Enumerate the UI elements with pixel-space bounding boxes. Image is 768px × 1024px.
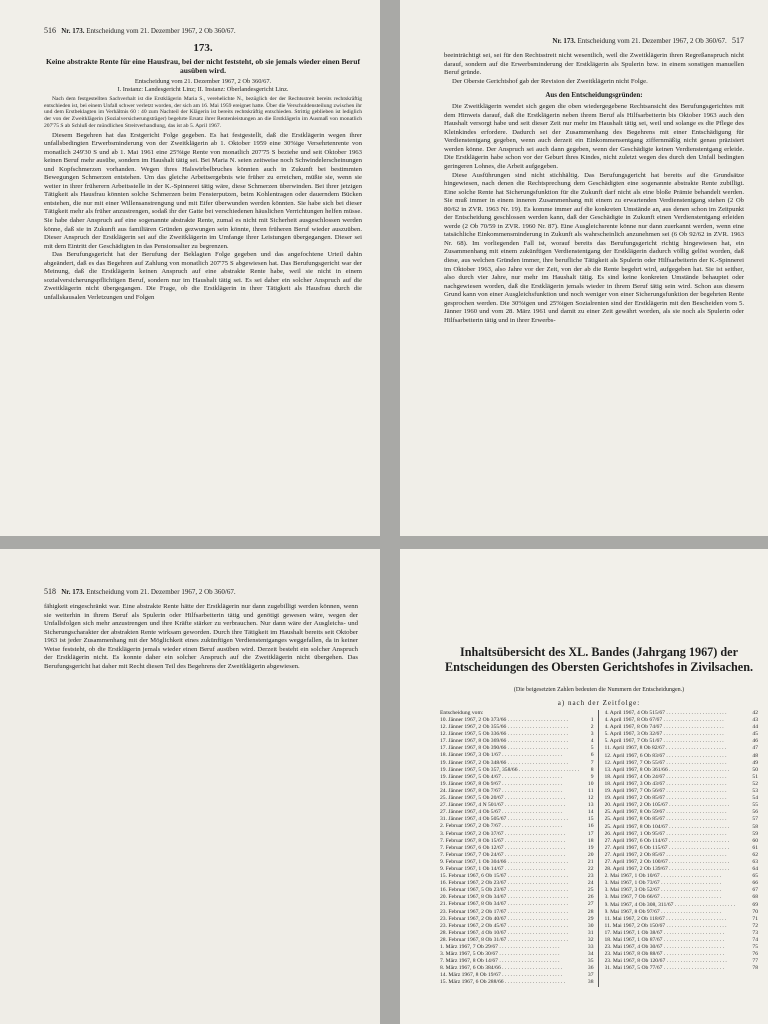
index-entry [440, 916, 594, 923]
header-nr: Nr. 173. [61, 27, 85, 35]
index-entry-number: 13 [587, 802, 594, 809]
index-entry [605, 944, 759, 951]
index-entry-number: 63 [752, 858, 758, 865]
index-entry [605, 724, 759, 731]
index-entry [605, 965, 759, 972]
index-entry-number: 32 [587, 936, 594, 943]
index-entry [440, 724, 594, 731]
index-entry-date: 25. April 1967, 8 Ob 85/67 . . . [605, 816, 745, 823]
index-entry-number: 23 [587, 873, 594, 880]
index-entry-number: 37 [587, 972, 594, 979]
index-entry-number: 54 [752, 795, 758, 802]
index-entry-date: 9. Mai 1967, 8 Ob 97/67 . . . [605, 909, 745, 916]
index-entry [605, 760, 759, 767]
index-entry-number: 42 [752, 710, 758, 716]
index-entry [440, 887, 594, 894]
index-entry-date: 1. März 1967, 7 Ob 29/67 . . . [440, 944, 580, 951]
index-entry-number: 1 [590, 717, 594, 723]
index-entry-number: 9 [590, 773, 594, 780]
index-entry-date: 19. Jänner 1967, 5 Ob 357, 358/66 . . . [440, 767, 580, 774]
index-entry-date: 11. Mai 1967, 2 Ob 118/67 . . . [605, 916, 745, 923]
index-entry-date: 23. Mai 1967, 4 Ob 30/67 . . . [605, 944, 745, 951]
index-entry [605, 880, 759, 887]
index-entry-date: 11. Mai 1967, 2 Ob 150/67 . . . [605, 923, 745, 930]
body-paragraph: Der Oberste Gerichtshof gab der Revision der Zweitklägerin nicht Folge. [452, 77, 648, 85]
index-entry-date: 18. Jänner 1967, 3 Ob 1/67 . . . [440, 752, 580, 759]
index-entry-number: 24 [587, 880, 594, 887]
index-entry [605, 816, 759, 823]
header-nr: Nr. 173. [552, 37, 576, 45]
index-columns [440, 710, 758, 987]
index-entry-number: 6 [590, 752, 594, 759]
index-entry-number: 65 [752, 873, 758, 880]
index-entry-date: 31. Jänner 1967, 4 Ob 505/67 . . . [440, 816, 580, 823]
index-entry [605, 781, 759, 788]
index-entry-number: 21 [587, 858, 594, 865]
index-entry-date: 4. April 1967, 4 Ob 515/67 . . . [605, 710, 745, 717]
index-entry [440, 873, 594, 880]
index-entry-date: 2. Mai 1967, 1 Ob 10/67 . . . [605, 873, 745, 880]
index-entry [440, 944, 594, 951]
decision-title: Keine abstrakte Rente für eine Hausfrau, bei der nicht feststeht, ob sie jemals wieder einen Beruf ausüben wird. [45, 57, 361, 75]
index-entry [605, 852, 759, 859]
index-entry-number: 72 [752, 922, 758, 929]
index-entry-date: 9. Mai 1967, 4 Ob 308, 311/67 . . . [605, 902, 745, 909]
index-entry-date: 28. April 1967, 2 Ob 139/67 . . . [605, 866, 745, 873]
index-entry [605, 809, 759, 816]
index-entry-date: 20. April 1967, 2 Ob 105/67 . . . [605, 802, 745, 809]
index-entry [440, 823, 594, 830]
index-entry [605, 767, 759, 774]
index-entry-number: 11 [588, 787, 594, 794]
index-column-left [440, 710, 599, 987]
index-entry-date: 26. April 1967, 1 Ob 95/67 . . . [605, 831, 745, 838]
page-518 [0, 549, 380, 1024]
index-entry [605, 916, 759, 923]
index-entry-number: 76 [752, 951, 758, 958]
index-entry-number: 56 [752, 809, 758, 816]
index-entry-number: 68 [752, 894, 758, 901]
index-entry-number: 38 [587, 979, 594, 986]
facts-summary: Nach dem festgestellten Sachverhalt ist die Erstklägerin Maria S., verehelichte N., bezüglich der der Rechtsstreit bereits rechtskräftig entschieden ist, bei einem Unfall schwer verletzt worden, der sich am 16. Mai 1959 ereignet hatte. Über die Verschuldensteilung zwischen ihr und dem Erstbeklagten im Verhältnis 60 : 40 zum Nachteil der Klägerin ist bereits rechtskräftig entschieden. Strittig geblieben ist lediglich der von der Zweitklägerin (Sozialversicherungsträger) begehrte Ersatz ihrer Rentenleistungen an die Erstklägerin im Ausmaß von monatlich 207'75 S ab Schluß der mündlichen Streitverhandlung, das ist ab 5. April 1967. [44, 96, 362, 129]
index-entry-date: 2. Februar 1967, 2 Ob 7/67 . . . [440, 823, 580, 830]
index-entry-date: 3. März 1967, 5 Ob 30/67 . . . [440, 951, 580, 958]
index-entry [605, 873, 759, 880]
header-text: Entscheidung vom 21. Dezember 1967, 2 Ob 360/67. [577, 37, 727, 45]
index-entry-date: 17. Jänner 1967, 8 Ob 369/66 . . . [440, 738, 580, 745]
index-entry-date: 17. Mai 1967, 1 Ob 38/67 . . . [605, 930, 745, 937]
page-number: 517 [732, 36, 744, 45]
index-entry [440, 972, 594, 979]
index-entry-number: 78 [752, 965, 758, 972]
index-entry [605, 795, 759, 802]
index-entry-date: 31. Mai 1967, 5 Ob 77/67 . . . [605, 965, 745, 972]
index-entry-date: 13. April 1967, 8 Ob 361/66 . . . [605, 767, 745, 774]
index-entry [605, 710, 759, 717]
index-entry-number: 59 [752, 830, 758, 837]
index-entry-number: 17 [587, 830, 594, 837]
index-entry [440, 901, 594, 908]
index-entry-number: 58 [752, 823, 758, 830]
index-entry-date: 25. Jänner 1967, 5 Ob 20/67 . . . [440, 795, 580, 802]
index-entry-date: 27. April 1967, 6 Ob 115/67 . . . [605, 845, 745, 852]
index-entry-number: 29 [587, 915, 594, 922]
index-entry-date: 19. April 1967, 2 Ob 85/67 . . . [605, 795, 745, 802]
index-entry-date: 3. Mai 1967, 3 Ob 52/67 . . . [605, 887, 745, 894]
index-entry [440, 802, 594, 809]
section-heading: Aus den Entscheidungsgründen: [545, 91, 643, 100]
index-entry-date: 25. April 1967, 8 Ob 59/67 . . . [605, 809, 745, 816]
index-entry [440, 880, 594, 887]
index-entry [440, 937, 594, 944]
index-entry-date: 7. Februar 1967, 7 Ob 24/67 . . . [440, 852, 580, 859]
index-entry-date: 23. Februar 1967, 2 Ob 45/67 . . . [440, 923, 580, 930]
index-entry-number: 19 [587, 844, 594, 851]
index-entry-number: 18 [587, 837, 594, 844]
index-entry [605, 866, 759, 873]
index-entry-number: 2 [590, 724, 594, 731]
index-entry [605, 930, 759, 937]
index-entry-number: 16 [587, 823, 594, 830]
index-entry-number: 71 [752, 915, 758, 922]
index-entry [605, 824, 759, 831]
index-entry-date: 3. Februar 1967, 2 Ob 37/67 . . . [440, 831, 580, 838]
index-entry-date: 7. März 1967, 8 Ob 14/67 . . . [440, 958, 580, 965]
header-text: Entscheidung vom 21. Dezember 1967, 2 Ob 360/67. [86, 588, 236, 596]
index-entry [440, 816, 594, 823]
index-entry [440, 866, 594, 873]
index-entry-number: 5 [590, 745, 594, 752]
index-column-right [605, 710, 759, 987]
header-nr: Nr. 173. [61, 588, 85, 596]
page-header [44, 26, 362, 36]
index-entry [440, 717, 594, 724]
index-entry [440, 923, 594, 930]
index-entry-date: 27. Jänner 1967, 4 N 501/67 . . . [440, 802, 580, 809]
index-entry-number: 74 [752, 937, 758, 943]
index-entry [605, 838, 759, 845]
index-entry-date: 23. Mai 1967, 8 Ob 88/67 . . . [605, 951, 745, 958]
header-text: Entscheidung vom 21. Dezember 1967, 2 Ob 360/67. [86, 27, 236, 35]
index-entry [440, 752, 594, 759]
index-entry-number: 70 [752, 908, 758, 915]
index-entry [440, 774, 594, 781]
index-entry-date: 23. Februar 1967, 2 Ob 17/67 . . . [440, 909, 580, 916]
index-entry-date: 12. April 1967, 6 Ob 83/67 . . . [605, 753, 745, 760]
index-entry-date: 21. Februar 1967, 8 Ob 34/67 . . . [440, 901, 580, 908]
index-entry-date: 27. April 1967, 6 Ob 114/67 . . . [605, 838, 745, 845]
index-entry [605, 745, 759, 752]
index-entry-number: 15 [587, 816, 594, 823]
index-entry-number: 47 [752, 745, 758, 752]
index-entry [440, 809, 594, 816]
index-entry [605, 738, 759, 745]
index-entry-number: 34 [587, 951, 594, 958]
index-entry-number: 14 [587, 809, 594, 816]
index-entry-number: 36 [587, 965, 594, 972]
index-note: (Die beigesetzten Zahlen bedeuten die Nummern der Entscheidungen.) [513, 687, 685, 693]
index-entry-number: 52 [752, 780, 758, 787]
index-entry [440, 838, 594, 845]
body-paragraph: beeinträchtigt sei, sei für den Rechtsstreit nicht wesentlich, weil die Zweitklägerin ihren Regreßanspruch nicht darauf, sondern auf die Erwerbsminderung der Erstklägerin als Spulerin bzw. in einem sonstigen manuellen Beruf gründe. [444, 52, 744, 77]
index-entry [605, 951, 759, 958]
index-entry [605, 902, 759, 909]
index-entry-date: 18. April 1967, 4 Ob 24/67 . . . [605, 774, 745, 781]
body-paragraph: Diese Ausführungen sind nicht stichhältig. Das Berufungsgericht hat bereits auf die Grundsätze hingewiesen, nach denen die Rechtsprechung dem Geschädigten eine sogenannte abstrakte Rente zubilligt. Eine solche Rente hat Sicherungsfunktion für die Zukunft darf nicht als eine bloße Prämie behandelt werden. Sie muß immer in einem inneren Zusammenhang mit einem zu erwartenden Verdienstentgang stehen (2 Ob 80/62 in ZVR. 1963 Nr. 19). Es komme immer auf die konkreten Umstände an, aus denen schon im Zeitpunkt der Entscheidung geschlossen werden kann, daß der Geschädigte in Zukunft einen Verdienstentgang erleiden werde (2 Ob 70/59 in ZVR. 1960 Nr. 87). Eine Ausgleichsrente könne nur dann zuerkannt werden, wenn eine tatsächliche Einkommensminderung in Zukunft als wahrscheinlich anzunehmen sei (6 Ob 92/62 in ZVR. 1963 Nr. 68). Im vorliegenden Fall ist, worauf bereits das Berufungsgericht richtig hingewiesen hat, ein Zusammenhang mit einem zukünftigen Verdienstentgang der Erstklägerin dadurch völlig gelöst worden, daß diese, aus welchen Gründen immer, ihre berufliche Tätigkeit als Spulerin oder Hilfsarbeiterin der K.-Spinnerei im Oktober 1963, also Jahre vor der Zeit, von der ab die Rente begehrt wird, aufgegeben hat. Sie ist seither, also durch vier Jahre, nur mehr im Haushalt tätig. Es sind keine konkreten Umstände behauptet oder nachgewiesen worden, daß die Erstklägerin jemals wieder in ihrem Beruf tätig sein wird. Schon aus diesem Grund kann von einer Ausgleichsfunktion und noch weniger von einer Sicherungsfunktion der begehrten Rente gesprochen werden. Die 30%igen und 25%igen Sozialrenten sind der Erstklägerin mit den Bescheiden vom 5. Jänner 1960 und vom 28. März 1961 und damit zu einer Zeit gewährt worden, als sie noch als Spulerin oder Hilfsarbeiterin tätig und in ihrer Erwerbs- [444, 171, 744, 324]
index-entry-number: 64 [752, 866, 758, 873]
page-517 [400, 0, 768, 536]
decision-date: Entscheidung vom 21. Dezember 1967, 2 Ob 360/67. [134, 78, 272, 85]
index-entry-date: 15. März 1967, 6 Ob 288/66 . . . [440, 979, 580, 986]
index-entry-date: 17. Jänner 1967, 8 Ob 390/66 . . . [440, 745, 580, 752]
index-entry-number: 61 [752, 844, 758, 851]
index-entry-date: 12. Jänner 1967, 5 Ob 336/66 . . . [440, 731, 580, 738]
index-entry [440, 859, 594, 866]
index-entry-date: 4. April 1967, 8 Ob 67/67 . . . [605, 717, 745, 724]
index-entry [440, 767, 594, 774]
body-paragraph: Diesem Begehren hat das Erstgericht Folge gegeben. Es hat festgestellt, daß die Erstklägerin wegen ihrer unfallsbedingten Erwerbsminderung von der Zweitklägerin ab 1. Oktober 1959 eine 30%ige Versehrtenrente von monatlich 249'30 S und ab 1. Mai 1961 eine 25%ige Rente von monatlich 207'75 S beziehe und seit Oktober 1963 keinen Beruf mehr ausübe, sondern im Haushalt tätig sei. Bei Maria N. seien zeitweise noch Schwindelerscheinungen und Kopfschmerzen vorhanden. Wegen ihres Halswirbelbruches könnten auch in Zukunft bei bestimmten Bewegungen Schmerzen entstehen. Um das gleiche Arbeitsergebnis wie früher zu erreichen, müßte sie, wenn sie weiter in ihrer früherern Arbeitsstelle in der K.-Spinnerei tätig wäre, diese Schmerzen überwinden. Bei ihrer jetzigen Tätigkeit als Hausfrau könnten solche Schmerzen beim Fensterputzen, beim Kohlentragen oder dauerndem Bücken entstehen, die nur mit einer Willensanstrengung und mit Eifer überwunden werden könnten. Sie habe sich bei dieser Tätigkeit mehr als früher anzustrengen, sodaß ihr der Gatte bei verschiedenen häuslichen Verrichtungen helfen müsse. Sie habe daher Anspruch auf eine sogenannte abstrakte Rente, zumal es nicht mit Sicherheit ausgeschlossen werden könne, daß sie in Zukunft aus familiären Gründen gezwungen sein könnte, ihren früheren Beruf wieder auszuüben. Dieser Anspruch der Erstklägerin sei auf die Zweitklägerin im Umfange ihrer Leistungen übergegangen. Dieser sei mit dem Eintritt der Geschädigten in das Pensionsalter zu begrenzen. [44, 131, 362, 250]
index-entry [440, 909, 594, 916]
index-entry-number: 3 [590, 731, 594, 738]
index-entry [605, 958, 759, 965]
index-entry-date: 27. Jänner 1967, 4 Ob 5/67 . . . [440, 809, 580, 816]
index-entry-date: 15. Februar 1967, 6 Ob 15/67 . . . [440, 873, 580, 880]
index-entry-date: 5. April 1967, 3 Ob 32/67 . . . [605, 731, 745, 738]
index-entry-date: 27. April 1967, 2 Ob 100/67 . . . [605, 859, 745, 866]
index-column-header: Entscheidung vom: [440, 710, 484, 716]
index-entry-number: 30 [587, 922, 594, 929]
body-paragraph: Das Berufungsgericht hat der Berufung der Beklagten Folge gegeben und das angefochtene Urteil dahin abgeändert, daß es das Begehren auf Zahlung von monatlich 207'75 S abgewiesen hat. Das Berufungsgericht war der Meinung, daß die Erstklägerin keinen Anspruch auf eine abstrakte Rente habe, weil sie nicht in einem sozialversicherungspflichtigen Beruf, sondern nur im Haushalt tätig sei. Es sei daher ein solcher Anspruch auf die Zweitklägerin nicht übergegangen. Die Frage, ob die Erstklägerin in ihrer Tätigkeit als Hausfrau durch die unfallskausalen Verletzungen und Folgen [44, 251, 362, 301]
index-entry [605, 802, 759, 809]
index-entry-date: 19. Jänner 1967, 8 Ob 9/67 . . . [440, 781, 580, 788]
index-entry-date: 16. Februar 1967, 5 Ob 23/67 . . . [440, 887, 580, 894]
index-entry [605, 731, 759, 738]
index-entry [440, 831, 594, 838]
index-entry-number: 22 [587, 865, 594, 872]
index-entry-number: 7 [590, 759, 594, 766]
index-entry-date: 10. Jänner 1967, 2 Ob 373/66 . . . [440, 717, 580, 724]
index-entry-date: 3. Mai 1967, 1 Ob 73/67 . . . [605, 880, 745, 887]
index-entry [440, 951, 594, 958]
index-entry-number: 43 [752, 717, 758, 724]
index-entry-number: 28 [587, 908, 594, 915]
index-entry-number: 48 [752, 752, 758, 759]
index-entry [605, 717, 759, 724]
index-entry-number: 53 [752, 788, 758, 795]
body-paragraph: Die Zweitklägerin wendet sich gegen die oben wiedergegebene Rechtsansicht des Berufungsgerichtes mit dem Hinweis darauf, daß die Erstklägerin neben ihrem Beruf als Hilfsarbeiterin bis Oktober 1963 auch den Haushalt versorgt habe und seit dieser Zeit nur mehr im Haushalt tätig sei, weil und solange es die Pflege des Kleinkindes erfordere. Dadurch sei der Zusammenhang des Begehrens mit einer Entschädigung für Verdienstentgang gegeben, wenn auch derzeit ein Einkommensentgang ziffernmäßig nicht genau präzisiert werden könne. Der Anspruch sei auch dann gegeben, wenn der Geschädigte keinen Verdienstentgang erleide. Die Erstklägerin habe schon vor der Geburt ihres Kindes, nicht zuletzt wegen des durch den Unfall bedingten geringeren Lohnes, die Arbeit aufgegeben. [444, 103, 744, 171]
index-entry-date: 19. Jänner 1967, 2 Ob 348/66 . . . [440, 760, 580, 767]
index-entry [605, 887, 759, 894]
index-entry-number: 62 [752, 851, 758, 858]
index-title: Inhaltsübersicht des XL. Bandes (Jahrgang 1967) der Entscheidungen des Obersten Gerichtshofes in Zivilsachen. [444, 645, 754, 674]
index-entry [440, 930, 594, 937]
index-entry [605, 788, 759, 795]
index-entry [605, 937, 759, 944]
index-entry [605, 845, 759, 852]
index-entry [440, 731, 594, 738]
index-entry-date: 7. Februar 1967, 6 Ob 12/67 . . . [440, 845, 580, 852]
index-entry [440, 965, 594, 972]
index-entry-date: 23. Februar 1967, 2 Ob 40/67 . . . [440, 916, 580, 923]
page-number: 516 [44, 26, 56, 35]
index-entry [440, 852, 594, 859]
index-entry [605, 753, 759, 760]
index-entry [605, 909, 759, 916]
index-entry-number: 49 [752, 759, 758, 766]
index-entry-date: 25. April 1967, 8 Ob 104/67 . . . [605, 824, 745, 831]
index-entry-number: 75 [752, 944, 758, 951]
index-entry-number: 10 [587, 780, 594, 787]
index-entry-date: 27. April 1967, 2 Ob 85/67 . . . [605, 852, 745, 859]
page-number: 518 [44, 587, 56, 596]
index-entry-number: 57 [752, 816, 758, 823]
index-entry-date: 24. Jänner 1967, 8 Ob 7/67 . . . [440, 788, 580, 795]
index-entry-date: 12. Jänner 1967, 2 Ob 355/66 . . . [440, 724, 580, 731]
body-paragraph: fähigkeit eingeschränkt war. Eine abstrakte Rente hätte der Erstklägerin nur dann zugebilligt werden können, wenn sie weiterhin in ihrem Beruf als Spulerin oder Hilfsarbeiterin tätig und genötigt gewesen wäre, wegen der Unfallsfolgen sich mehr anzustrengen und ihre Kräfte stärker zu verbrauchen. Nur dann wäre der Ausgleichs- und Sicherungscharakter der abstrakten Rente wirksam geworden. Durch ihre Tätigkeit im Haushalt bereits seit Oktober 1963 ist jeder Zusammenhang mit der Möglichkeit eines zukünftigen Verdienstentganges weggefallen, da in keiner Weise feststeht, ob die Erstklägerin jemals wieder einen Beruf ausüben wird. Derzeit besteht ein solcher Anspruch der Erstklägerin nicht. Es konnte daher ein solcher Anspruch auf die Zweitklägerin nicht übergehen. Das Berufungsgericht hat daher mit Recht diesen Teil des Begehrens der Zweitklägerin abgewiesen. [44, 603, 358, 670]
index-entry-date: 5. April 1967, 7 Ob 51/67 . . . [605, 738, 745, 745]
index-entry [605, 894, 759, 901]
index-entry-date: 9. Februar 1967, 1 Ob 304/66 . . . [440, 859, 580, 866]
index-entry [440, 788, 594, 795]
index-entry-date: 23. Mai 1967, 8 Ob 120/67 . . . [605, 958, 745, 965]
index-entry [440, 894, 594, 901]
index-entry-date: 19. April 1967, 7 Ob 56/67 . . . [605, 788, 745, 795]
decision-number: 173. [193, 42, 213, 54]
index-entry-number: 35 [587, 958, 594, 965]
index-entry-number: 20 [587, 851, 594, 858]
index-entry-date: 18. April 1967, 3 Ob 43/67 . . . [605, 781, 745, 788]
index-entry-number: 50 [752, 766, 758, 773]
index-entry-date: 11. April 1967, 8 Ob 82/67 . . . [605, 745, 745, 752]
page-516 [0, 0, 380, 536]
index-entry [440, 760, 594, 767]
index-entry [440, 738, 594, 745]
index-entry-date: 3. Mai 1967, 7 Ob 66/67 . . . [605, 894, 745, 901]
index-entry-date: 16. Februar 1967, 2 Ob 23/67 . . . [440, 880, 580, 887]
index-entry-date: 20. Februar 1967, 8 Ob 34/67 . . . [440, 894, 580, 901]
index-entry [440, 979, 594, 986]
page-header [444, 36, 744, 46]
index-entry-number: 8 [590, 766, 594, 773]
index-entry-number: 27 [587, 901, 594, 908]
index-entry-date: 9. Februar 1967, 1 Ob 14/67 . . . [440, 866, 580, 873]
index-entry-number: 44 [752, 724, 758, 731]
index-entry-number: 66 [752, 880, 758, 887]
index-entry-number: 55 [752, 802, 758, 809]
index-entry [440, 958, 594, 965]
index-entry-number: 60 [752, 837, 758, 844]
index-entry-number: 45 [752, 731, 758, 738]
index-entry-number: 26 [587, 894, 594, 901]
index-entry-date: 28. Februar 1967, 8 Ob 31/67 . . . [440, 937, 580, 944]
index-entry-number: 69 [752, 901, 758, 908]
index-page [400, 549, 768, 1024]
index-entry-date: 4. April 1967, 8 Ob 74/67 . . . [605, 724, 745, 731]
index-entry-number: 25 [587, 887, 594, 894]
index-entry [440, 795, 594, 802]
index-entry [440, 845, 594, 852]
index-entry-date: 7. Februar 1967, 8 Ob 15/67 . . . [440, 838, 580, 845]
index-entry-date: 19. Jänner 1967, 5 Ob 4/67 . . . [440, 774, 580, 781]
index-entry-date: 28. Februar 1967, 4 Ob 10/67 . . . [440, 930, 580, 937]
index-entry-date: 12. April 1967, 7 Ob 55/67 . . . [605, 760, 745, 767]
index-entry-number: 33 [587, 944, 594, 950]
index-entry-number: 73 [752, 929, 758, 936]
index-entry-number: 67 [752, 887, 758, 894]
index-entry-date: 8. März 1967, 6 Ob 384/66 . . . [440, 965, 580, 972]
index-entry-number: 77 [752, 958, 758, 965]
index-entry [605, 859, 759, 866]
index-subtitle: a) nach der Zeitfolge: [557, 699, 641, 707]
index-entry [440, 781, 594, 788]
index-entry-number: 12 [587, 795, 594, 802]
index-entry-date: 14. März 1967, 8 Ob 19/67 . . . [440, 972, 580, 979]
index-entry [605, 831, 759, 838]
index-entry [605, 774, 759, 781]
index-entry-number: 51 [752, 773, 758, 780]
court-instances: I. Instanz: Landesgericht Linz; II. Instanz: Oberlandesgericht Linz. [117, 86, 289, 93]
index-entry-number: 31 [587, 929, 594, 936]
page-header [44, 587, 358, 597]
index-entry-date: 18. Mai 1967, 1 Ob 87/67 . . . [605, 937, 745, 944]
index-entry-number: 46 [752, 738, 758, 745]
index-entry [440, 745, 594, 752]
index-entry [605, 923, 759, 930]
index-entry-number: 4 [590, 738, 594, 745]
